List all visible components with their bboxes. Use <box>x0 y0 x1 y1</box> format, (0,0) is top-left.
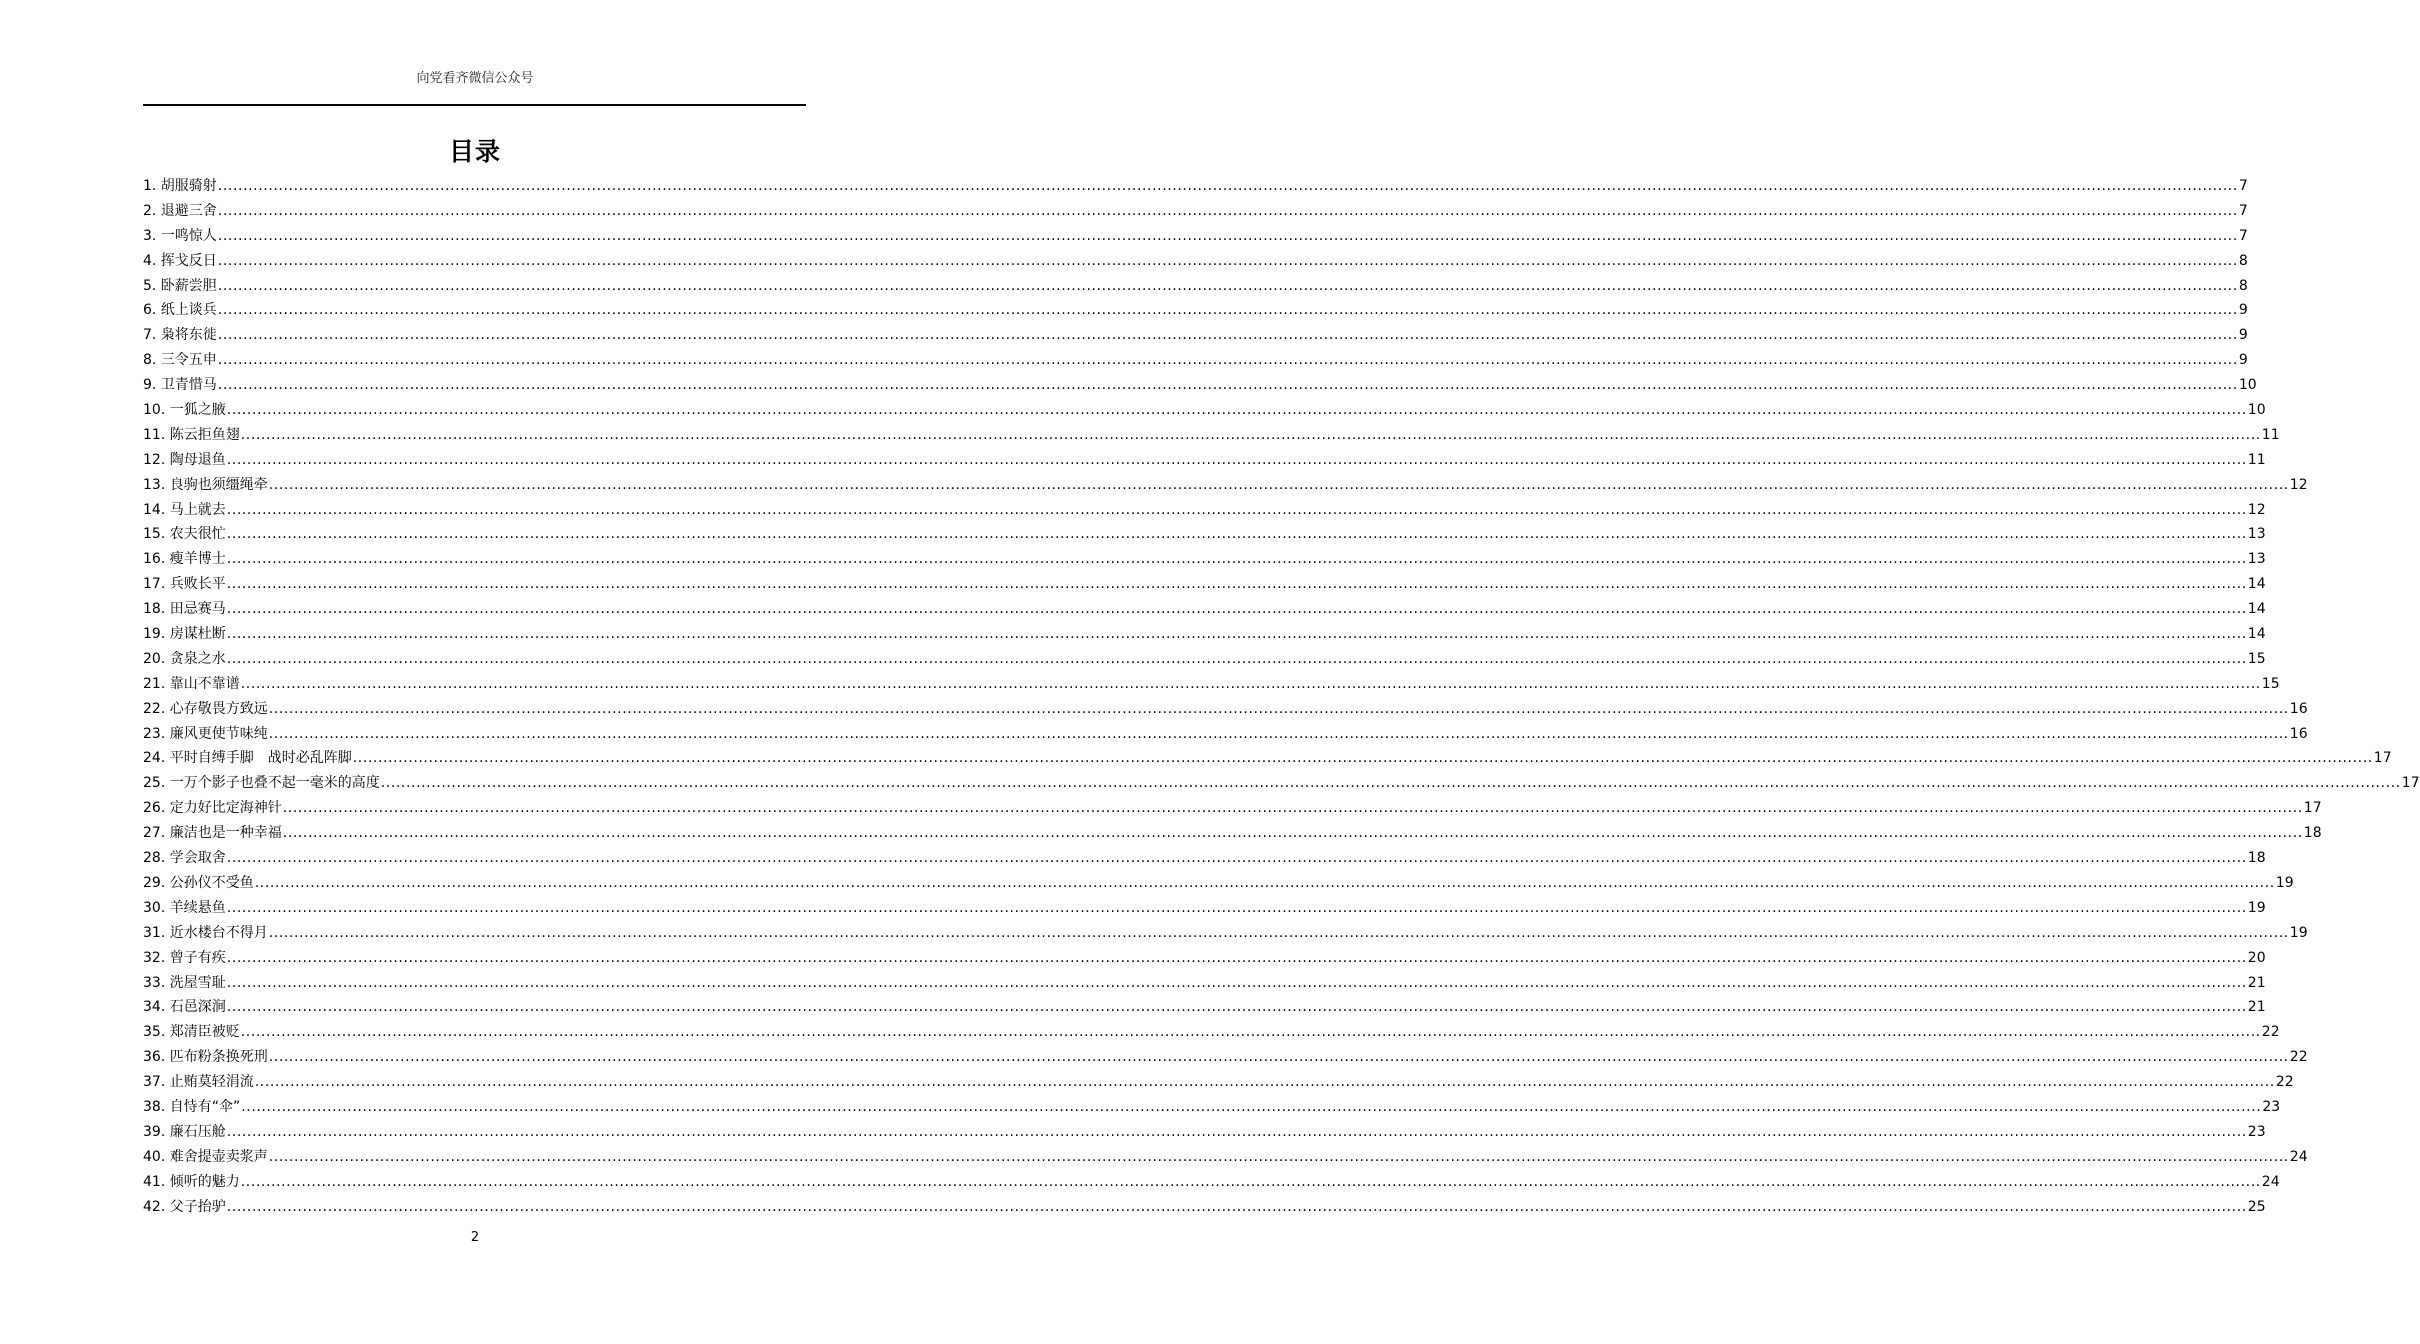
toc-entry[interactable] <box>143 622 2266 647</box>
toc-entry[interactable] <box>143 722 2308 747</box>
toc-dot-leader: ................................................................................................................................................................................................................................................................................................................................................................................................................ <box>226 551 2247 568</box>
toc-entry-page-number: 11 <box>2261 426 2280 443</box>
toc-dot-leader: ................................................................................................................................................................................................................................................................................................................................................................................................................ <box>268 1049 2289 1066</box>
toc-entry[interactable] <box>143 1045 2308 1070</box>
toc-dot-leader: ................................................................................................................................................................................................................................................................................................................................................................................................................ <box>254 1074 2275 1091</box>
toc-dot-leader: ................................................................................................................................................................................................................................................................................................................................................................................................................ <box>268 1148 2289 1165</box>
toc-entry[interactable] <box>143 821 2322 846</box>
toc-entry[interactable] <box>143 1070 2294 1095</box>
toc-dot-leader: ................................................................................................................................................................................................................................................................................................................................................................................................................ <box>217 252 2238 269</box>
toc-entry-page-number: 25 <box>2247 1198 2266 1215</box>
toc-list <box>143 174 2420 1219</box>
toc-dot-leader: ................................................................................................................................................................................................................................................................................................................................................................................................................ <box>240 1024 2261 1041</box>
toc-entry-title: 8. 三令五申 <box>143 352 217 369</box>
header-divider <box>143 104 806 106</box>
toc-entry[interactable] <box>143 498 2266 523</box>
toc-entry[interactable] <box>143 871 2294 896</box>
toc-dot-leader: ................................................................................................................................................................................................................................................................................................................................................................................................................ <box>226 899 2247 916</box>
toc-dot-leader: ................................................................................................................................................................................................................................................................................................................................................................................................................ <box>217 352 2238 369</box>
toc-entry[interactable] <box>143 746 2392 771</box>
toc-entry-title: 18. 田忌赛马 <box>143 601 226 618</box>
toc-entry-page-number: 16 <box>2289 700 2308 717</box>
toc-entry-title: 20. 贪泉之水 <box>143 650 226 667</box>
toc-dot-leader: ................................................................................................................................................................................................................................................................................................................................................................................................................ <box>217 178 2238 194</box>
toc-entry-page-number: 22 <box>2289 1049 2308 1066</box>
toc-dot-leader: ................................................................................................................................................................................................................................................................................................................................................................................................................ <box>217 327 2238 344</box>
toc-entry[interactable] <box>143 448 2266 473</box>
toc-entry-page-number: 12 <box>2289 476 2308 493</box>
toc-entry-title: 11. 陈云拒鱼翅 <box>143 426 240 443</box>
toc-entry[interactable] <box>143 971 2266 996</box>
toc-dot-leader: ................................................................................................................................................................................................................................................................................................................................................................................................................ <box>217 227 2238 244</box>
toc-entry-page-number: 12 <box>2247 501 2266 518</box>
toc-dot-leader: ................................................................................................................................................................................................................................................................................................................................................................................................................ <box>352 750 2373 767</box>
toc-entry-page-number: 18 <box>2247 850 2266 867</box>
toc-entry[interactable] <box>143 647 2266 672</box>
toc-entry-title: 39. 廉石压舱 <box>143 1123 226 1140</box>
toc-entry[interactable] <box>143 398 2266 423</box>
toc-entry-page-number: 23 <box>2247 1123 2266 1140</box>
toc-dot-leader: ................................................................................................................................................................................................................................................................................................................................................................................................................ <box>226 601 2247 618</box>
toc-dot-leader: ................................................................................................................................................................................................................................................................................................................................................................................................................ <box>282 800 2303 817</box>
toc-entry[interactable] <box>143 572 2266 597</box>
toc-entry-page-number: 14 <box>2247 626 2266 643</box>
toc-entry-title: 15. 农夫很忙 <box>143 526 226 543</box>
toc-entry[interactable] <box>143 796 2322 821</box>
toc-entry-title: 42. 父子抬驴 <box>143 1198 226 1215</box>
toc-dot-leader: ................................................................................................................................................................................................................................................................................................................................................................................................................ <box>226 974 2247 991</box>
toc-entry[interactable] <box>143 174 2248 199</box>
toc-dot-leader: ................................................................................................................................................................................................................................................................................................................................................................................................................ <box>226 626 2247 643</box>
toc-entry-title: 32. 曾子有疾 <box>143 949 226 966</box>
toc-entry-title: 40. 难舍提壶卖浆声 <box>143 1148 268 1165</box>
toc-dot-leader: ................................................................................................................................................................................................................................................................................................................................................................................................................ <box>226 451 2247 468</box>
toc-dot-leader: ................................................................................................................................................................................................................................................................................................................................................................................................................ <box>240 1173 2261 1190</box>
toc-entry-page-number: 24 <box>2289 1148 2308 1165</box>
toc-entry-title: 22. 心存敬畏方致远 <box>143 700 268 717</box>
toc-entry[interactable] <box>143 274 2248 299</box>
toc-entry-title: 1. 胡服骑射 <box>143 178 217 194</box>
toc-dot-leader: ................................................................................................................................................................................................................................................................................................................................................................................................................ <box>268 476 2289 493</box>
toc-entry-title: 3. 一鸣惊人 <box>143 227 217 244</box>
toc-entry-title: 6. 纸上谈兵 <box>143 302 217 319</box>
toc-entry-title: 29. 公孙仪不受鱼 <box>143 874 254 891</box>
toc-entry[interactable] <box>143 846 2266 871</box>
toc-entry-page-number: 17 <box>2373 750 2392 767</box>
toc-entry-title: 34. 石邑深涧 <box>143 999 226 1016</box>
toc-entry[interactable] <box>143 672 2280 697</box>
toc-dot-leader: ................................................................................................................................................................................................................................................................................................................................................................................................................ <box>217 277 2238 294</box>
toc-entry-title: 30. 羊续悬鱼 <box>143 899 226 916</box>
toc-entry-title: 5. 卧薪尝胆 <box>143 277 217 294</box>
toc-entry-page-number: 10 <box>2238 377 2257 394</box>
toc-entry-title: 41. 倾听的魅力 <box>143 1173 240 1190</box>
toc-entry-page-number: 13 <box>2247 551 2266 568</box>
toc-entry-title: 35. 郑清臣被贬 <box>143 1024 240 1041</box>
toc-dot-leader: ................................................................................................................................................................................................................................................................................................................................................................................................................ <box>268 725 2289 742</box>
toc-entry-page-number: 19 <box>2275 874 2294 891</box>
toc-entry-title: 36. 匹布粉条换死刑 <box>143 1049 268 1066</box>
toc-entry-page-number: 7 <box>2238 178 2248 194</box>
toc-entry[interactable] <box>143 597 2266 622</box>
toc-entry-title: 27. 廉洁也是一种幸福 <box>143 825 282 842</box>
toc-entry-page-number: 19 <box>2247 899 2266 916</box>
toc-entry[interactable] <box>143 298 2248 323</box>
toc-entry[interactable] <box>143 1195 2266 1220</box>
toc-entry-title: 26. 定力好比定海神针 <box>143 800 282 817</box>
toc-entry[interactable] <box>143 896 2266 921</box>
toc-entry-title: 21. 靠山不靠谱 <box>143 675 240 692</box>
toc-entry-page-number: 22 <box>2261 1024 2280 1041</box>
toc-entry-page-number: 18 <box>2303 825 2322 842</box>
toc-dot-leader: ................................................................................................................................................................................................................................................................................................................................................................................................................ <box>226 650 2247 667</box>
toc-entry-title: 33. 洗屋雪耻 <box>143 974 226 991</box>
toc-entry-title: 25. 一万个影子也叠不起一毫米的高度 <box>143 775 380 792</box>
toc-entry-page-number: 14 <box>2247 601 2266 618</box>
toc-entry[interactable] <box>143 1095 2281 1120</box>
toc-dot-leader: ................................................................................................................................................................................................................................................................................................................................................................................................................ <box>240 426 2261 443</box>
toc-entry[interactable] <box>143 1120 2266 1145</box>
toc-entry[interactable] <box>143 697 2308 722</box>
toc-entry-title: 13. 良驹也须缰绳牵 <box>143 476 268 493</box>
toc-entry[interactable] <box>143 522 2266 547</box>
toc-entry-page-number: 21 <box>2247 999 2266 1016</box>
toc-title: 目录 <box>448 137 501 166</box>
toc-entry-title: 24. 平时自缚手脚 战时必乱阵脚 <box>143 750 352 767</box>
toc-entry[interactable] <box>143 1170 2280 1195</box>
toc-dot-leader: ................................................................................................................................................................................................................................................................................................................................................................................................................ <box>241 1098 2262 1115</box>
toc-dot-leader: ................................................................................................................................................................................................................................................................................................................................................................................................................ <box>217 302 2238 319</box>
toc-dot-leader: ................................................................................................................................................................................................................................................................................................................................................................................................................ <box>240 675 2261 692</box>
toc-entry[interactable] <box>143 323 2248 348</box>
toc-entry[interactable] <box>143 921 2308 946</box>
toc-entry-page-number: 20 <box>2247 949 2266 966</box>
toc-entry-page-number: 19 <box>2289 924 2308 941</box>
toc-entry-page-number: 21 <box>2247 974 2266 991</box>
toc-entry-title: 10. 一狐之腋 <box>143 402 226 419</box>
toc-entry[interactable] <box>143 199 2248 224</box>
toc-dot-leader: ................................................................................................................................................................................................................................................................................................................................................................................................................ <box>226 1198 2247 1215</box>
toc-entry[interactable] <box>143 473 2308 498</box>
toc-dot-leader: ................................................................................................................................................................................................................................................................................................................................................................................................................ <box>226 1123 2247 1140</box>
toc-entry-title: 12. 陶母退鱼 <box>143 451 226 468</box>
toc-entry-page-number: 11 <box>2247 451 2266 468</box>
toc-entry-title: 38. 自恃有“伞” <box>143 1098 241 1115</box>
toc-entry-title: 7. 枭将东徙 <box>143 327 217 344</box>
toc-dot-leader: ................................................................................................................................................................................................................................................................................................................................................................................................................ <box>380 775 2401 792</box>
toc-entry-title: 16. 瘦羊博士 <box>143 551 226 568</box>
toc-entry-title: 37. 止贿莫轻涓流 <box>143 1074 254 1091</box>
toc-entry[interactable] <box>143 946 2266 971</box>
toc-dot-leader: ................................................................................................................................................................................................................................................................................................................................................................................................................ <box>282 825 2303 842</box>
toc-entry-title: 28. 学会取舍 <box>143 850 226 867</box>
toc-entry-title: 14. 马上就去 <box>143 501 226 518</box>
toc-entry-page-number: 14 <box>2247 576 2266 593</box>
toc-dot-leader: ................................................................................................................................................................................................................................................................................................................................................................................................................ <box>226 850 2247 867</box>
toc-entry[interactable] <box>143 771 2420 796</box>
toc-entry-title: 2. 退避三舍 <box>143 202 217 219</box>
toc-entry-page-number: 22 <box>2275 1074 2294 1091</box>
toc-dot-leader: ................................................................................................................................................................................................................................................................................................................................................................................................................ <box>268 700 2289 717</box>
toc-entry[interactable] <box>143 995 2266 1020</box>
toc-entry-title: 23. 廉风更使节味纯 <box>143 725 268 742</box>
toc-dot-leader: ................................................................................................................................................................................................................................................................................................................................................................................................................ <box>226 526 2247 543</box>
toc-entry[interactable] <box>143 423 2280 448</box>
toc-entry-title: 31. 近水楼台不得月 <box>143 924 268 941</box>
toc-entry-page-number: 9 <box>2238 302 2248 319</box>
toc-entry[interactable] <box>143 249 2248 274</box>
toc-entry-page-number: 17 <box>2303 800 2322 817</box>
page-number: 2 <box>470 1230 480 1245</box>
toc-entry[interactable] <box>143 373 2257 398</box>
toc-entry[interactable] <box>143 224 2248 249</box>
toc-entry-page-number: 13 <box>2247 526 2266 543</box>
page-header-text: 向党看齐微信公众号 <box>416 71 534 86</box>
toc-dot-leader: ................................................................................................................................................................................................................................................................................................................................................................................................................ <box>226 999 2247 1016</box>
toc-entry[interactable] <box>143 1020 2280 1045</box>
toc-entry-page-number: 9 <box>2238 327 2248 344</box>
toc-dot-leader: ................................................................................................................................................................................................................................................................................................................................................................................................................ <box>226 949 2247 966</box>
toc-dot-leader: ................................................................................................................................................................................................................................................................................................................................................................................................................ <box>268 924 2289 941</box>
toc-dot-leader: ................................................................................................................................................................................................................................................................................................................................................................................................................ <box>226 501 2247 518</box>
toc-entry-title: 19. 房谋杜断 <box>143 626 226 643</box>
toc-entry-page-number: 23 <box>2262 1098 2281 1115</box>
toc-entry[interactable] <box>143 547 2266 572</box>
toc-entry-page-number: 10 <box>2247 402 2266 419</box>
toc-entry-page-number: 15 <box>2261 675 2280 692</box>
toc-entry[interactable] <box>143 348 2248 373</box>
toc-dot-leader: ................................................................................................................................................................................................................................................................................................................................................................................................................ <box>226 576 2247 593</box>
toc-entry-page-number: 9 <box>2238 352 2248 369</box>
toc-entry-page-number: 7 <box>2238 202 2248 219</box>
toc-entry-title: 17. 兵败长平 <box>143 576 226 593</box>
toc-dot-leader: ................................................................................................................................................................................................................................................................................................................................................................................................................ <box>217 377 2238 394</box>
toc-entry-page-number: 8 <box>2238 252 2248 269</box>
toc-entry-page-number: 17 <box>2401 775 2420 792</box>
toc-entry-page-number: 15 <box>2247 650 2266 667</box>
toc-dot-leader: ................................................................................................................................................................................................................................................................................................................................................................................................................ <box>217 202 2238 219</box>
toc-entry-title: 4. 挥戈反日 <box>143 252 217 269</box>
toc-entry[interactable] <box>143 1145 2308 1170</box>
toc-entry-title: 9. 卫青惜马 <box>143 377 217 394</box>
toc-entry-page-number: 24 <box>2261 1173 2280 1190</box>
toc-dot-leader: ................................................................................................................................................................................................................................................................................................................................................................................................................ <box>254 874 2275 891</box>
toc-entry-page-number: 8 <box>2238 277 2248 294</box>
toc-entry-page-number: 7 <box>2238 227 2248 244</box>
toc-entry-page-number: 16 <box>2289 725 2308 742</box>
toc-dot-leader: ................................................................................................................................................................................................................................................................................................................................................................................................................ <box>226 402 2247 419</box>
